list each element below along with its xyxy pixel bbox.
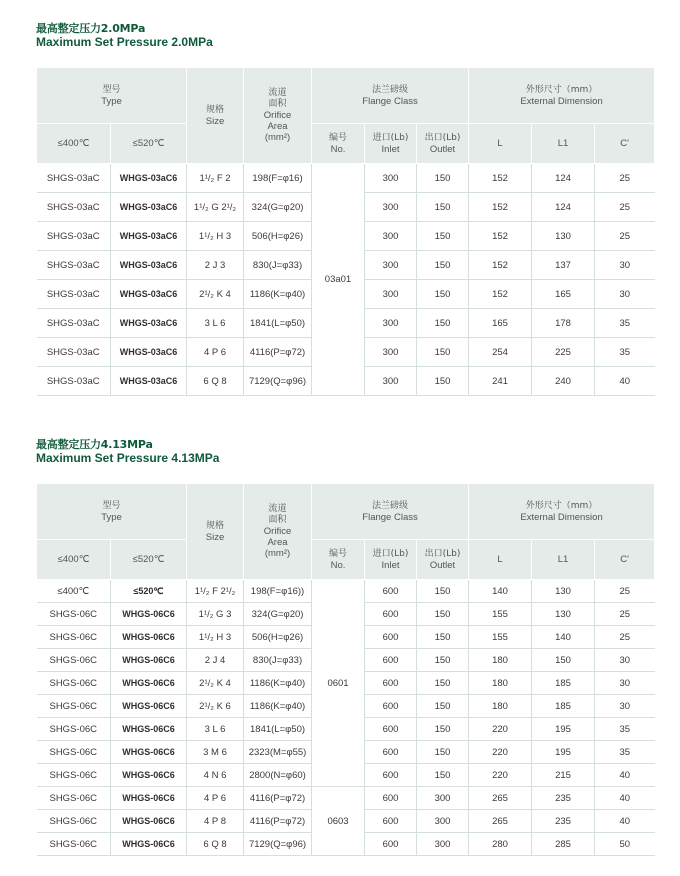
model-520-cell: WHGS-03aC6 xyxy=(111,338,187,367)
area-header-en2: Area xyxy=(267,121,288,132)
model-520-cell: WHGS-03aC6 xyxy=(111,280,187,309)
inlet-cell: 600 xyxy=(365,833,417,856)
type-header xyxy=(37,484,187,540)
area-cell: 4116(P=φ72) xyxy=(244,338,312,367)
c-header: C′ xyxy=(595,124,655,164)
c-cell: 30 xyxy=(595,695,655,718)
model-520-cell: WHGS-06C6 xyxy=(111,672,187,695)
model-400-cell: SHGS-06C xyxy=(37,787,111,810)
inlet-header xyxy=(365,124,417,164)
table-row xyxy=(37,164,655,193)
l-cell: 220 xyxy=(469,764,532,787)
c-cell: 40 xyxy=(595,764,655,787)
inlet-cell: 300 xyxy=(365,251,417,280)
outlet-header-cn: 出口(Lb) xyxy=(424,132,461,143)
type-header-cn: 型号 xyxy=(102,84,121,95)
model-520-cell: WHGS-06C6 xyxy=(111,810,187,833)
l1-cell: 285 xyxy=(532,833,595,856)
l-cell: 155 xyxy=(469,603,532,626)
pressure-table-wrap xyxy=(36,67,654,397)
c-cell: 30 xyxy=(595,672,655,695)
size-cell: 4 P 6 xyxy=(187,338,244,367)
area-cell: 198(F=φ16)) xyxy=(244,580,312,603)
c-cell: 35 xyxy=(595,309,655,338)
outlet-header xyxy=(417,124,469,164)
area-cell: 4116(P=φ72) xyxy=(244,787,312,810)
pressure-table-wrap xyxy=(36,483,654,853)
dimension-header-en: External Dimension xyxy=(520,511,603,523)
area-cell: 1186(K=φ40) xyxy=(244,695,312,718)
l1-cell: 225 xyxy=(532,338,595,367)
size-cell: 1¹/₂ F 2 xyxy=(187,164,244,193)
model-520-cell: WHGS-03aC6 xyxy=(111,222,187,251)
size-cell: 4 P 8 xyxy=(187,810,244,833)
area-header-unit: (mm²) xyxy=(264,548,291,559)
pressure-table xyxy=(36,67,655,396)
c-cell: 30 xyxy=(595,251,655,280)
model-400-cell: SHGS-06C xyxy=(37,764,111,787)
outlet-cell: 150 xyxy=(417,603,469,626)
area-header-en1: Orifice xyxy=(263,526,292,537)
model-400-cell: SHGS-03aC xyxy=(37,338,111,367)
area-cell: 198(F=φ16) xyxy=(244,164,312,193)
model-400-cell: SHGS-06C xyxy=(37,649,111,672)
model-520-cell: WHGS-06C6 xyxy=(111,718,187,741)
inlet-header-cn: 进口(Lb) xyxy=(372,132,409,143)
flange-no-cell: 03a01 xyxy=(312,164,365,396)
inlet-cell: 600 xyxy=(365,787,417,810)
size-cell: 3 L 6 xyxy=(187,718,244,741)
c-cell: 35 xyxy=(595,718,655,741)
c-cell: 35 xyxy=(595,338,655,367)
c-header: C′ xyxy=(595,540,655,580)
area-header-en2: Area xyxy=(267,537,288,548)
l-cell: 265 xyxy=(469,787,532,810)
l1-cell: 178 xyxy=(532,309,595,338)
area-cell: 830(J=φ33) xyxy=(244,649,312,672)
l-cell: 265 xyxy=(469,810,532,833)
inlet-cell: 300 xyxy=(365,164,417,193)
l-cell: 280 xyxy=(469,833,532,856)
no-header-en: No. xyxy=(330,559,346,571)
inlet-cell: 600 xyxy=(365,695,417,718)
outlet-cell: 150 xyxy=(417,251,469,280)
inlet-cell: 600 xyxy=(365,672,417,695)
model-520-cell: WHGS-06C6 xyxy=(111,833,187,856)
inlet-cell: 600 xyxy=(365,649,417,672)
l1-cell: 195 xyxy=(532,718,595,741)
model-520-cell: WHGS-06C6 xyxy=(111,787,187,810)
model-400-cell: SHGS-03aC xyxy=(37,367,111,396)
size-cell: 4 P 6 xyxy=(187,787,244,810)
model-400-cell: SHGS-03aC xyxy=(37,164,111,193)
area-cell: 1841(L=φ50) xyxy=(244,309,312,338)
table-row xyxy=(37,580,655,603)
l-cell: 152 xyxy=(469,164,532,193)
model-400-cell: SHGS-03aC xyxy=(37,222,111,251)
c-cell: 35 xyxy=(595,741,655,764)
model-400-cell: SHGS-03aC xyxy=(37,280,111,309)
inlet-cell: 300 xyxy=(365,309,417,338)
l1-cell: 130 xyxy=(532,222,595,251)
model-400-cell: SHGS-06C xyxy=(37,695,111,718)
l-cell: 241 xyxy=(469,367,532,396)
area-cell: 4116(P=φ72) xyxy=(244,810,312,833)
model-520-cell: WHGS-06C6 xyxy=(111,741,187,764)
l-cell: 152 xyxy=(469,280,532,309)
section-title-en: Maximum Set Pressure 4.13MPa xyxy=(36,451,220,465)
area-cell: 1186(K=φ40) xyxy=(244,280,312,309)
model-520-cell: WHGS-03aC6 xyxy=(111,309,187,338)
l1-header: L1 xyxy=(532,124,595,164)
outlet-cell: 150 xyxy=(417,695,469,718)
l1-cell: 140 xyxy=(532,626,595,649)
l1-cell: 185 xyxy=(532,672,595,695)
size-header-en: Size xyxy=(205,531,225,543)
inlet-header-en: Inlet xyxy=(381,559,400,571)
outlet-cell: 150 xyxy=(417,649,469,672)
model-520-cell: ≤520℃ xyxy=(111,580,187,603)
l-cell: 254 xyxy=(469,338,532,367)
l1-cell: 165 xyxy=(532,280,595,309)
l1-cell: 124 xyxy=(532,193,595,222)
c-cell: 40 xyxy=(595,810,655,833)
temp-400-header: ≤400℃ xyxy=(37,540,111,580)
model-400-cell: SHGS-06C xyxy=(37,603,111,626)
l-cell: 140 xyxy=(469,580,532,603)
flange-no-cell: 0601 xyxy=(312,580,365,787)
no-header-cn: 编号 xyxy=(329,548,348,559)
c-cell: 40 xyxy=(595,787,655,810)
outlet-cell: 150 xyxy=(417,280,469,309)
inlet-cell: 600 xyxy=(365,626,417,649)
c-cell: 25 xyxy=(595,164,655,193)
flange-header-cn: 法兰磅级 xyxy=(372,500,409,511)
size-cell: 1¹/₂ F 2¹/₂ xyxy=(187,580,244,603)
l-cell: 180 xyxy=(469,695,532,718)
flange-header-en: Flange Class xyxy=(362,511,418,523)
area-cell: 2323(M=φ55) xyxy=(244,741,312,764)
l1-cell: 195 xyxy=(532,741,595,764)
outlet-cell: 150 xyxy=(417,338,469,367)
flange-header xyxy=(312,68,469,124)
l-cell: 180 xyxy=(469,672,532,695)
l-cell: 180 xyxy=(469,649,532,672)
outlet-cell: 150 xyxy=(417,222,469,251)
outlet-header-en: Outlet xyxy=(429,143,456,155)
area-header-cn2: 面积 xyxy=(268,515,287,525)
outlet-cell: 150 xyxy=(417,764,469,787)
model-520-cell: WHGS-03aC6 xyxy=(111,164,187,193)
l1-cell: 240 xyxy=(532,367,595,396)
inlet-cell: 600 xyxy=(365,764,417,787)
model-520-cell: WHGS-03aC6 xyxy=(111,193,187,222)
dimension-header xyxy=(469,68,655,124)
area-header-cn1: 流道 xyxy=(268,88,287,98)
no-header-cn: 编号 xyxy=(329,132,348,143)
area-cell: 324(G=φ20) xyxy=(244,603,312,626)
area-cell: 506(H=φ26) xyxy=(244,222,312,251)
l1-cell: 137 xyxy=(532,251,595,280)
area-header xyxy=(244,484,312,580)
area-cell: 506(H=φ26) xyxy=(244,626,312,649)
size-cell: 1¹/₂ G 2¹/₂ xyxy=(187,193,244,222)
dimension-header-en: External Dimension xyxy=(520,95,603,107)
outlet-header xyxy=(417,540,469,580)
l1-cell: 215 xyxy=(532,764,595,787)
outlet-cell: 150 xyxy=(417,580,469,603)
model-520-cell: WHGS-06C6 xyxy=(111,764,187,787)
inlet-header xyxy=(365,540,417,580)
l-cell: 155 xyxy=(469,626,532,649)
section-2-0mpa xyxy=(36,22,654,49)
type-header-en: Type xyxy=(101,95,122,107)
no-header xyxy=(312,124,365,164)
outlet-header-cn: 出口(Lb) xyxy=(424,548,461,559)
inlet-header-cn: 进口(Lb) xyxy=(372,548,409,559)
size-cell: 3 L 6 xyxy=(187,309,244,338)
area-header-cn1: 流道 xyxy=(268,504,287,514)
inlet-header-en: Inlet xyxy=(381,143,400,155)
inlet-cell: 600 xyxy=(365,718,417,741)
size-cell: 2¹/₂ K 4 xyxy=(187,280,244,309)
model-400-cell: SHGS-06C xyxy=(37,741,111,764)
outlet-cell: 150 xyxy=(417,367,469,396)
inlet-cell: 300 xyxy=(365,280,417,309)
l1-header: L1 xyxy=(532,540,595,580)
l1-cell: 130 xyxy=(532,603,595,626)
section-title-cn: 最高整定压力2.0MPa xyxy=(36,22,146,35)
area-cell: 324(G=φ20) xyxy=(244,193,312,222)
c-cell: 50 xyxy=(595,833,655,856)
model-400-cell: SHGS-06C xyxy=(37,833,111,856)
type-header-en: Type xyxy=(101,511,122,523)
size-cell: 2¹/₂ K 4 xyxy=(187,672,244,695)
outlet-cell: 150 xyxy=(417,626,469,649)
inlet-cell: 300 xyxy=(365,367,417,396)
size-cell: 2¹/₂ K 6 xyxy=(187,695,244,718)
l1-cell: 130 xyxy=(532,580,595,603)
inlet-cell: 300 xyxy=(365,222,417,251)
outlet-cell: 150 xyxy=(417,309,469,338)
flange-header-cn: 法兰磅级 xyxy=(372,84,409,95)
area-cell: 1186(K=φ40) xyxy=(244,672,312,695)
l-header: L xyxy=(469,124,532,164)
outlet-cell: 150 xyxy=(417,718,469,741)
area-cell: 7129(Q=φ96) xyxy=(244,367,312,396)
model-400-cell: SHGS-03aC xyxy=(37,193,111,222)
model-520-cell: WHGS-06C6 xyxy=(111,649,187,672)
flange-no-cell: 0603 xyxy=(312,787,365,856)
inlet-cell: 300 xyxy=(365,338,417,367)
temp-520-header: ≤520℃ xyxy=(111,124,187,164)
size-header xyxy=(187,68,244,164)
c-cell: 40 xyxy=(595,367,655,396)
size-cell: 2 J 3 xyxy=(187,251,244,280)
temp-400-header: ≤400℃ xyxy=(37,124,111,164)
section-title-cn: 最高整定压力4.13MPa xyxy=(36,438,153,451)
inlet-cell: 600 xyxy=(365,580,417,603)
area-cell: 1841(L=φ50) xyxy=(244,718,312,741)
l-cell: 152 xyxy=(469,251,532,280)
type-header-cn: 型号 xyxy=(102,500,121,511)
size-header-cn: 规格 xyxy=(206,104,225,115)
c-cell: 25 xyxy=(595,193,655,222)
c-cell: 25 xyxy=(595,580,655,603)
size-cell: 1¹/₂ H 3 xyxy=(187,222,244,251)
outlet-cell: 150 xyxy=(417,164,469,193)
outlet-cell: 150 xyxy=(417,193,469,222)
model-400-cell: SHGS-06C xyxy=(37,672,111,695)
dimension-header-cn: 外形尺寸（mm） xyxy=(525,84,598,95)
model-520-cell: WHGS-06C6 xyxy=(111,695,187,718)
size-cell: 2 J 4 xyxy=(187,649,244,672)
outlet-cell: 300 xyxy=(417,787,469,810)
c-cell: 30 xyxy=(595,280,655,309)
l-cell: 220 xyxy=(469,741,532,764)
area-cell: 830(J=φ33) xyxy=(244,251,312,280)
area-cell: 7129(Q=φ96) xyxy=(244,833,312,856)
size-cell: 1¹/₂ H 3 xyxy=(187,626,244,649)
c-cell: 25 xyxy=(595,626,655,649)
l1-cell: 124 xyxy=(532,164,595,193)
l-header: L xyxy=(469,540,532,580)
size-header-en: Size xyxy=(205,115,225,127)
c-cell: 25 xyxy=(595,603,655,626)
outlet-cell: 300 xyxy=(417,810,469,833)
section-title-en: Maximum Set Pressure 2.0MPa xyxy=(36,35,213,49)
c-cell: 30 xyxy=(595,649,655,672)
size-header-cn: 规格 xyxy=(206,520,225,531)
flange-header xyxy=(312,484,469,540)
model-400-cell: ≤400℃ xyxy=(37,580,111,603)
model-520-cell: WHGS-03aC6 xyxy=(111,367,187,396)
l1-cell: 150 xyxy=(532,649,595,672)
dimension-header xyxy=(469,484,655,540)
l1-cell: 235 xyxy=(532,787,595,810)
size-cell: 6 Q 8 xyxy=(187,367,244,396)
c-cell: 25 xyxy=(595,222,655,251)
size-cell: 4 N 6 xyxy=(187,764,244,787)
model-400-cell: SHGS-03aC xyxy=(37,309,111,338)
model-520-cell: WHGS-06C6 xyxy=(111,603,187,626)
l-cell: 152 xyxy=(469,222,532,251)
size-cell: 6 Q 8 xyxy=(187,833,244,856)
section-4-13mpa xyxy=(36,438,654,465)
model-400-cell: SHGS-06C xyxy=(37,626,111,649)
outlet-cell: 150 xyxy=(417,672,469,695)
size-header xyxy=(187,484,244,580)
pressure-table xyxy=(36,483,655,856)
area-header-cn2: 面积 xyxy=(268,99,287,109)
inlet-cell: 600 xyxy=(365,810,417,833)
size-cell: 3 M 6 xyxy=(187,741,244,764)
type-header xyxy=(37,68,187,124)
area-header-unit: (mm²) xyxy=(264,132,291,143)
l-cell: 220 xyxy=(469,718,532,741)
table-row xyxy=(37,787,655,810)
model-520-cell: WHGS-06C6 xyxy=(111,626,187,649)
inlet-cell: 600 xyxy=(365,741,417,764)
model-400-cell: SHGS-03aC xyxy=(37,251,111,280)
outlet-header-en: Outlet xyxy=(429,559,456,571)
inlet-cell: 300 xyxy=(365,193,417,222)
flange-header-en: Flange Class xyxy=(362,95,418,107)
area-cell: 2800(N=φ60) xyxy=(244,764,312,787)
dimension-header-cn: 外形尺寸（mm） xyxy=(525,500,598,511)
outlet-cell: 300 xyxy=(417,833,469,856)
l1-cell: 185 xyxy=(532,695,595,718)
area-header xyxy=(244,68,312,164)
model-400-cell: SHGS-06C xyxy=(37,810,111,833)
model-520-cell: WHGS-03aC6 xyxy=(111,251,187,280)
temp-520-header: ≤520℃ xyxy=(111,540,187,580)
model-400-cell: SHGS-06C xyxy=(37,718,111,741)
no-header-en: No. xyxy=(330,143,346,155)
size-cell: 1¹/₂ G 3 xyxy=(187,603,244,626)
l1-cell: 235 xyxy=(532,810,595,833)
l-cell: 152 xyxy=(469,193,532,222)
l-cell: 165 xyxy=(469,309,532,338)
no-header xyxy=(312,540,365,580)
inlet-cell: 600 xyxy=(365,603,417,626)
area-header-en1: Orifice xyxy=(263,110,292,121)
outlet-cell: 150 xyxy=(417,741,469,764)
